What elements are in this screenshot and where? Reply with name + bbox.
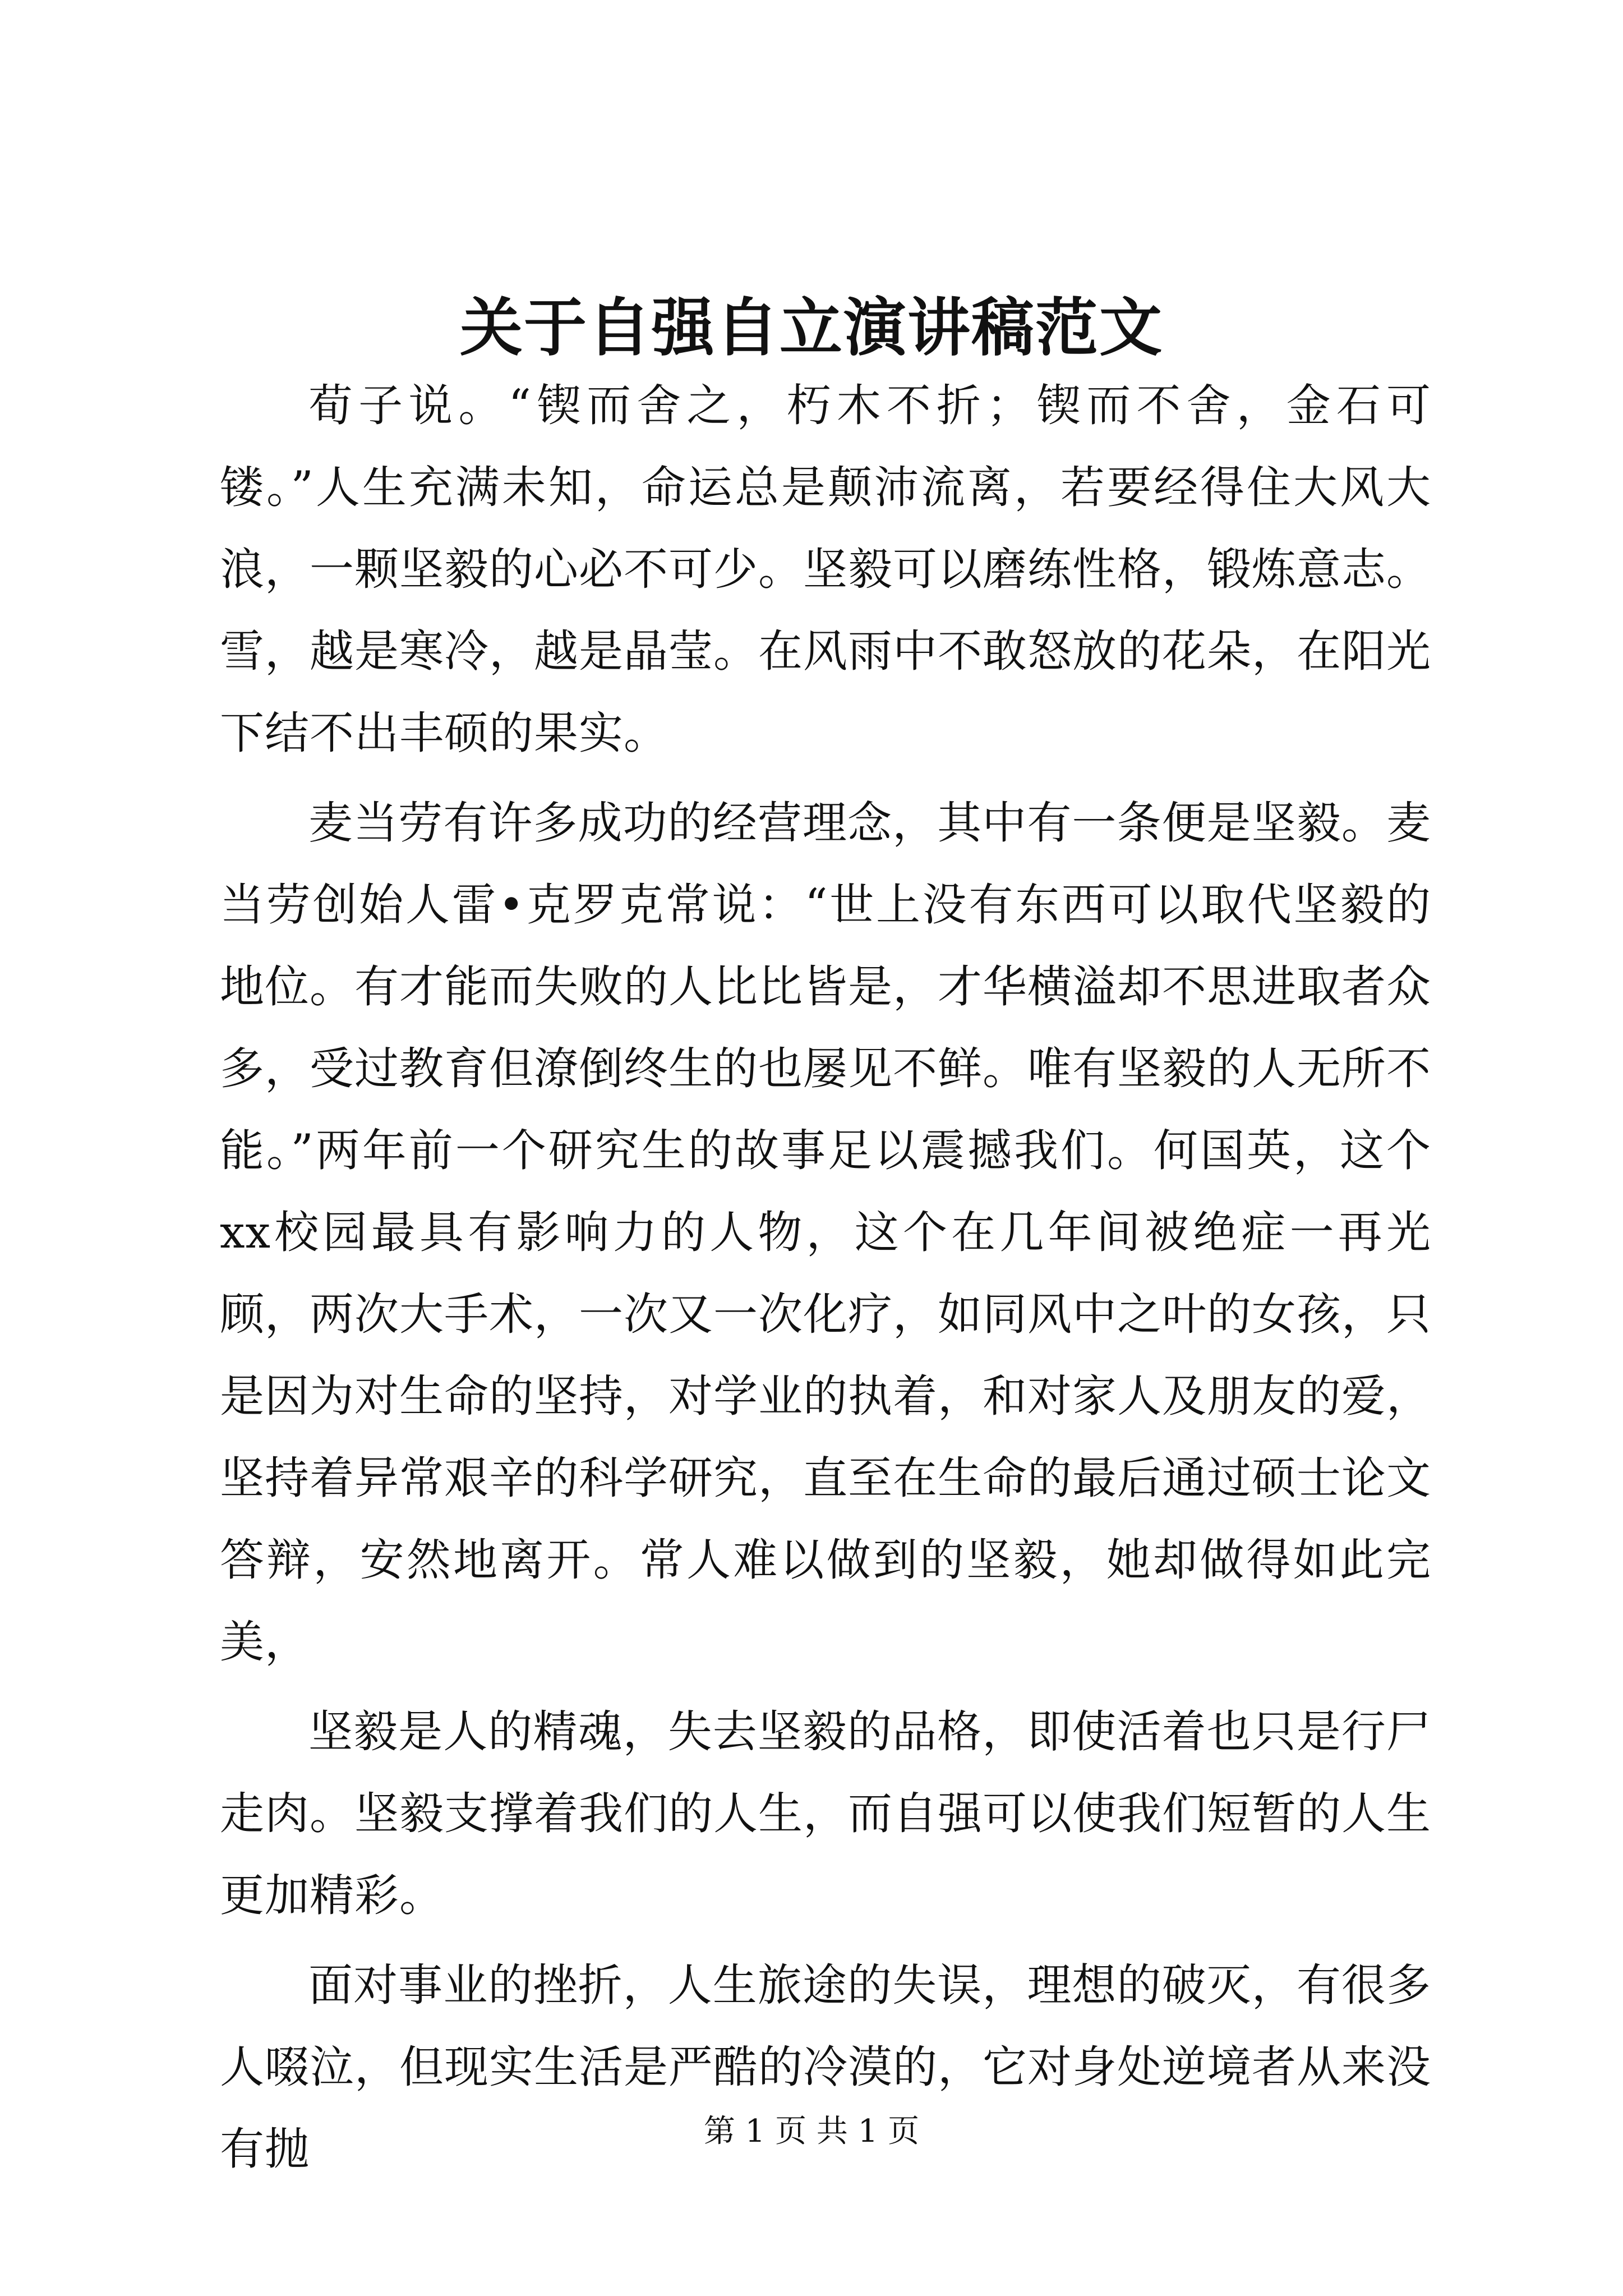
paragraph-3: 坚毅是人的精魂，失去坚毅的品格，即使活着也只是行尸走肉。坚毅支撑着我们的人生，而自强可以使我们短暂的人生更加精彩。 [220,1706,1431,1921]
paragraph-2: 麦当劳有许多成功的经营理念，其中有一条便是坚毅。麦当劳创始人雷•克罗克常说：“世上没有东西可以取代坚毅的地位。有才能而失败的人比比皆是，才华横溢却不思进取者众多，受过教育但潦倒终生的也屡见不鲜。唯有坚毅的人无所不能。”两年前一个研究生的故事足以震撼我们。何国英，这个xx校园最具有影响力的人物，这个在几年间被绝症一再光顾，两次大手术，一次又一次化疗，如同风中之叶的女孩，只是因为对生命的坚持，对学业的执着，和对家人及朋友的爱，坚持着异常艰辛的科学研究，直至在生命的最后通过硕士论文答辩，安然地离开。常人难以做到的坚毅，她却做得如此完美， [220,797,1431,1668]
paragraph-1: 荀子说。“锲而舍之，朽木不折；锲而不舍，金石可镂。”人生充满未知，命运总是颠沛流离，若要经得住大风大浪，一颗坚毅的心必不可少。坚毅可以磨练性格，锻炼意志。雪，越是寒冷，越是晶莹。在风雨中不敢怒放的花朵，在阳光下结不出丰硕的果实。 [220,380,1431,759]
document-title: 关于自强自立演讲稿范文 [460,291,1163,365]
page-footer: 第 1 页 共 1 页 [703,2113,920,2150]
document-body [220,365,1431,2190]
paragraph-4: 面对事业的挫折，人生旅途的失误，理想的破灭，有很多人啜泣，但现实生活是严酷的冷漠的，它对身处逆境者从来没有抛 [220,1959,1431,2175]
